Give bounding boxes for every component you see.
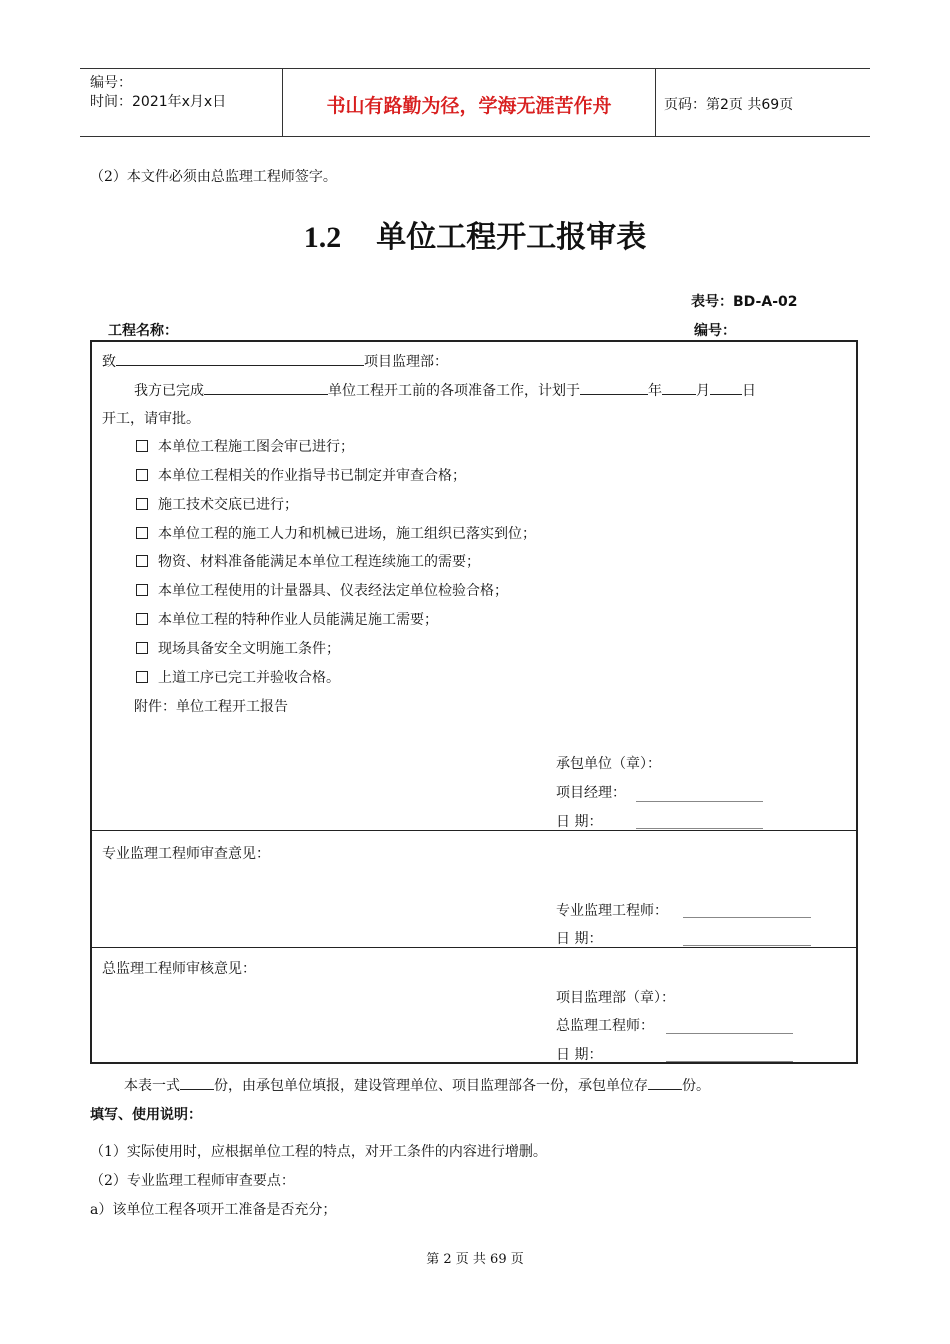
checklist-label: 本单位工程的特种作业人员能满足施工需要；	[158, 612, 438, 628]
contractor-seal-label: 承包单位（章）：	[556, 756, 661, 772]
checklist-item[interactable]	[136, 465, 466, 485]
page-title	[0, 212, 950, 256]
date-field-2[interactable]	[683, 945, 811, 946]
checkbox[interactable]	[136, 440, 148, 452]
start-request-text: 开工，请审批。	[102, 411, 200, 427]
header-left-cell	[80, 69, 282, 136]
engineer-field[interactable]	[683, 917, 811, 918]
engineer-label: 专业监理工程师：	[556, 903, 668, 919]
checklist-label: 施工技术交底已进行；	[158, 497, 298, 513]
checkbox[interactable]	[136, 469, 148, 481]
day-field[interactable]	[710, 380, 742, 395]
date-label-1: 日 期：	[556, 814, 603, 830]
header-motto: 书山有路勤为径，学海无涯苦作舟	[326, 95, 612, 117]
checklist-item[interactable]	[136, 638, 340, 658]
date-field-1[interactable]	[636, 828, 763, 829]
completion-text-a: 我方已完成	[134, 383, 204, 399]
header-number-label: 编号：	[90, 75, 132, 91]
page-footer: 第 2 页 共 69 页	[426, 1252, 524, 1267]
checkbox[interactable]	[136, 671, 148, 683]
checkbox[interactable]	[136, 613, 148, 625]
contractor-copies-field[interactable]	[648, 1075, 682, 1090]
project-manager-field[interactable]	[636, 801, 763, 802]
checklist-label: 本单位工程施工图会审已进行；	[158, 439, 354, 455]
project-manager-label: 项目经理：	[556, 785, 626, 801]
form-number: 表号：BD-A-02	[691, 294, 798, 310]
engineer-opinion-label: 专业监理工程师审查意见：	[102, 846, 270, 862]
checklist-item[interactable]	[136, 580, 508, 600]
checklist-item[interactable]	[136, 667, 340, 687]
chief-engineer-label: 总监理工程师：	[556, 1018, 654, 1034]
completion-line	[134, 380, 756, 400]
copies-note	[124, 1075, 710, 1095]
to-prefix: 致	[102, 354, 116, 370]
checkbox[interactable]	[136, 584, 148, 596]
date-label-3: 日 期：	[556, 1047, 603, 1063]
copies-text-c: 份。	[682, 1078, 710, 1094]
checkbox[interactable]	[136, 498, 148, 510]
date-label-2: 日 期：	[556, 931, 603, 947]
chief-engineer-field[interactable]	[666, 1033, 793, 1034]
project-unit-field[interactable]	[204, 380, 328, 395]
copies-text-b: 份，由承包单位填报，建设管理单位、项目监理部各一份，承包单位存	[214, 1078, 648, 1094]
title-text: 单位工程开工报审表	[376, 220, 647, 255]
project-name-label: 工程名称：	[108, 323, 178, 339]
copies-count-field[interactable]	[180, 1075, 214, 1090]
header-page-cell	[655, 69, 870, 136]
instruction-item: a）该单位工程各项开工准备是否充分；	[90, 1202, 337, 1218]
checklist-label: 本单位工程使用的计量器具、仪表经法定单位检验合格；	[158, 583, 508, 599]
page-header	[80, 68, 870, 137]
instructions-title: 填写、使用说明：	[90, 1107, 202, 1123]
checkbox[interactable]	[136, 555, 148, 567]
addressee-field[interactable]	[116, 351, 364, 366]
chief-opinion-label: 总监理工程师审核意见：	[102, 961, 256, 977]
checklist-item[interactable]	[136, 494, 298, 514]
copies-text-a: 本表一式	[124, 1078, 180, 1094]
addressee-line	[102, 351, 448, 371]
attachment-note: 附件：单位工程开工报告	[134, 699, 288, 715]
checklist-item[interactable]	[136, 609, 438, 629]
instruction-item: （1）实际使用时，应根据单位工程的特点，对开工条件的内容进行增删。	[90, 1144, 547, 1160]
intro-note: （2）本文件必须由总监理工程师签字。	[90, 169, 337, 185]
checklist-label: 现场具备安全文明施工条件；	[158, 641, 340, 657]
header-motto-cell	[282, 69, 656, 136]
form-divider-2	[90, 947, 858, 948]
checklist-item[interactable]	[136, 551, 480, 571]
dept-seal-label: 项目监理部（章）：	[556, 990, 675, 1006]
month-field[interactable]	[662, 380, 696, 395]
title-number: 1.2	[303, 221, 342, 254]
date-field-3[interactable]	[666, 1061, 793, 1062]
month-label: 月	[696, 383, 710, 399]
header-time-label: 时间：2021年x月x日	[90, 94, 227, 110]
year-label: 年	[648, 383, 662, 399]
checklist-item[interactable]	[136, 436, 354, 456]
year-field[interactable]	[580, 380, 648, 395]
checklist-item[interactable]	[136, 523, 536, 543]
number-label: 编号：	[694, 323, 736, 339]
completion-text-b: 单位工程开工前的各项准备工作，计划于	[328, 383, 580, 399]
checkbox[interactable]	[136, 527, 148, 539]
checklist-label: 物资、材料准备能满足本单位工程连续施工的需要；	[158, 554, 480, 570]
checklist-label: 本单位工程的施工人力和机械已进场，施工组织已落实到位；	[158, 526, 536, 542]
day-label: 日	[742, 383, 756, 399]
checklist-label: 上道工序已完工并验收合格。	[158, 670, 340, 686]
to-suffix: 项目监理部：	[364, 354, 448, 370]
instruction-item: （2）专业监理工程师审查要点：	[90, 1173, 295, 1189]
form-divider-1	[90, 830, 858, 831]
checkbox[interactable]	[136, 642, 148, 654]
checklist-label: 本单位工程相关的作业指导书已制定并审查合格；	[158, 468, 466, 484]
header-page-code: 页码：第2页 共69页	[664, 97, 794, 113]
